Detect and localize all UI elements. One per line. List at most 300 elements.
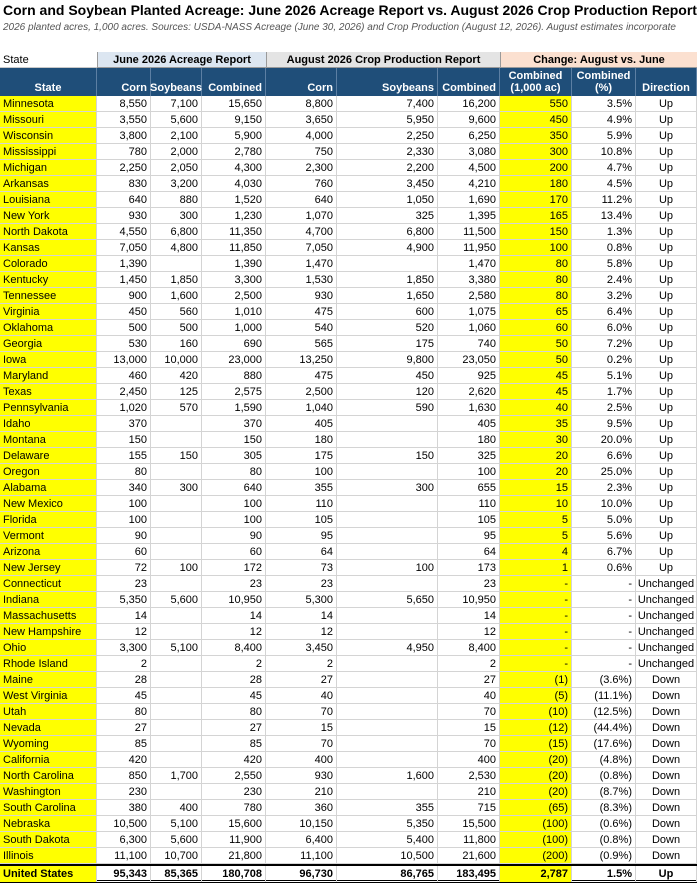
cell-change-acres[interactable]: - [500, 656, 572, 672]
cell-direction[interactable]: Unchanged [636, 592, 697, 608]
cell-aug-combined[interactable]: 740 [438, 336, 500, 352]
cell-june-combined[interactable]: 100 [202, 496, 266, 512]
cell-aug-combined[interactable]: 23 [438, 576, 500, 592]
cell-direction[interactable]: Up [636, 288, 697, 304]
cell-aug-combined[interactable]: 14 [438, 608, 500, 624]
cell-aug-soybeans[interactable]: 6,800 [337, 224, 438, 240]
cell-june-combined[interactable]: 2,780 [202, 144, 266, 160]
cell-june-corn[interactable]: 370 [97, 416, 151, 432]
cell-aug-soybeans[interactable] [337, 752, 438, 768]
cell-change-pct[interactable]: 5.8% [572, 256, 636, 272]
cell-change-pct[interactable]: 4.9% [572, 112, 636, 128]
total-aug-corn[interactable]: 96,730 [266, 866, 337, 882]
cell-state[interactable]: Texas [0, 384, 97, 400]
cell-state[interactable]: Missouri [0, 112, 97, 128]
cell-direction[interactable]: Unchanged [636, 624, 697, 640]
cell-direction[interactable]: Up [636, 432, 697, 448]
cell-direction[interactable]: Up [636, 112, 697, 128]
cell-state[interactable]: Utah [0, 704, 97, 720]
cell-change-pct[interactable]: - [572, 592, 636, 608]
cell-change-pct[interactable]: (17.6%) [572, 736, 636, 752]
cell-aug-combined[interactable]: 925 [438, 368, 500, 384]
total-aug-soybeans[interactable]: 86,765 [337, 866, 438, 882]
cell-june-soybeans[interactable]: 10,700 [151, 848, 202, 864]
cell-aug-soybeans[interactable] [337, 512, 438, 528]
cell-direction[interactable]: Up [636, 512, 697, 528]
cell-change-pct[interactable]: (8.3%) [572, 800, 636, 816]
cell-june-soybeans[interactable] [151, 736, 202, 752]
cell-state[interactable]: Minnesota [0, 96, 97, 112]
cell-june-combined[interactable]: 9,150 [202, 112, 266, 128]
cell-aug-corn[interactable]: 8,800 [266, 96, 337, 112]
cell-aug-corn[interactable]: 360 [266, 800, 337, 816]
cell-state[interactable]: Louisiana [0, 192, 97, 208]
cell-aug-soybeans[interactable]: 590 [337, 400, 438, 416]
cell-june-combined[interactable]: 4,030 [202, 176, 266, 192]
cell-june-soybeans[interactable] [151, 544, 202, 560]
col-header-aug-corn[interactable]: Corn [266, 68, 337, 96]
cell-change-pct[interactable]: 9.5% [572, 416, 636, 432]
cell-change-pct[interactable]: 5.6% [572, 528, 636, 544]
cell-aug-combined[interactable]: 21,600 [438, 848, 500, 864]
cell-state[interactable]: Idaho [0, 416, 97, 432]
cell-state[interactable]: California [0, 752, 97, 768]
cell-direction[interactable]: Up [636, 224, 697, 240]
cell-june-soybeans[interactable]: 1,850 [151, 272, 202, 288]
cell-direction[interactable]: Unchanged [636, 608, 697, 624]
cell-june-corn[interactable]: 85 [97, 736, 151, 752]
cell-june-soybeans[interactable]: 5,100 [151, 816, 202, 832]
cell-change-acres[interactable]: 80 [500, 288, 572, 304]
cell-june-combined[interactable]: 23,000 [202, 352, 266, 368]
cell-state[interactable]: Michigan [0, 160, 97, 176]
cell-june-combined[interactable]: 3,300 [202, 272, 266, 288]
cell-aug-soybeans[interactable]: 5,650 [337, 592, 438, 608]
cell-change-acres[interactable]: (1) [500, 672, 572, 688]
cell-aug-soybeans[interactable]: 9,800 [337, 352, 438, 368]
cell-june-combined[interactable]: 2,550 [202, 768, 266, 784]
cell-change-acres[interactable]: 165 [500, 208, 572, 224]
cell-change-pct[interactable]: (0.8%) [572, 832, 636, 848]
cell-aug-soybeans[interactable] [337, 704, 438, 720]
cell-aug-combined[interactable]: 4,210 [438, 176, 500, 192]
cell-change-pct[interactable]: (8.7%) [572, 784, 636, 800]
cell-change-pct[interactable]: 20.0% [572, 432, 636, 448]
cell-june-corn[interactable]: 2 [97, 656, 151, 672]
cell-june-corn[interactable]: 5,350 [97, 592, 151, 608]
cell-direction[interactable]: Down [636, 784, 697, 800]
cell-aug-corn[interactable]: 7,050 [266, 240, 337, 256]
cell-change-pct[interactable]: 6.6% [572, 448, 636, 464]
cell-change-pct[interactable]: (0.8%) [572, 768, 636, 784]
cell-change-acres[interactable]: 300 [500, 144, 572, 160]
cell-direction[interactable]: Down [636, 816, 697, 832]
cell-change-pct[interactable]: (3.6%) [572, 672, 636, 688]
cell-aug-corn[interactable]: 12 [266, 624, 337, 640]
cell-june-soybeans[interactable]: 2,100 [151, 128, 202, 144]
cell-aug-combined[interactable]: 40 [438, 688, 500, 704]
cell-june-soybeans[interactable]: 10,000 [151, 352, 202, 368]
cell-june-corn[interactable]: 450 [97, 304, 151, 320]
cell-aug-combined[interactable]: 27 [438, 672, 500, 688]
cell-state[interactable]: North Dakota [0, 224, 97, 240]
cell-june-soybeans[interactable]: 160 [151, 336, 202, 352]
cell-direction[interactable]: Down [636, 720, 697, 736]
cell-change-pct[interactable]: - [572, 576, 636, 592]
cell-aug-soybeans[interactable]: 450 [337, 368, 438, 384]
cell-june-soybeans[interactable] [151, 256, 202, 272]
cell-june-soybeans[interactable] [151, 688, 202, 704]
cell-change-acres[interactable]: 45 [500, 384, 572, 400]
cell-change-pct[interactable]: 7.2% [572, 336, 636, 352]
cell-change-pct[interactable]: - [572, 640, 636, 656]
cell-aug-corn[interactable]: 475 [266, 304, 337, 320]
cell-june-combined[interactable]: 28 [202, 672, 266, 688]
cell-direction[interactable]: Up [636, 400, 697, 416]
cell-change-acres[interactable]: (200) [500, 848, 572, 864]
cell-aug-soybeans[interactable]: 4,950 [337, 640, 438, 656]
cell-june-soybeans[interactable] [151, 704, 202, 720]
cell-aug-combined[interactable]: 400 [438, 752, 500, 768]
cell-june-soybeans[interactable]: 400 [151, 800, 202, 816]
cell-change-pct[interactable]: - [572, 608, 636, 624]
cell-june-soybeans[interactable]: 570 [151, 400, 202, 416]
cell-aug-corn[interactable]: 14 [266, 608, 337, 624]
cell-change-pct[interactable]: (11.1%) [572, 688, 636, 704]
cell-change-acres[interactable]: - [500, 624, 572, 640]
cell-direction[interactable]: Up [636, 464, 697, 480]
cell-june-combined[interactable]: 1,390 [202, 256, 266, 272]
cell-change-pct[interactable]: - [572, 656, 636, 672]
cell-june-corn[interactable]: 850 [97, 768, 151, 784]
cell-direction[interactable]: Down [636, 752, 697, 768]
cell-june-combined[interactable]: 45 [202, 688, 266, 704]
cell-state[interactable]: Washington [0, 784, 97, 800]
cell-aug-corn[interactable]: 405 [266, 416, 337, 432]
cell-aug-corn[interactable]: 750 [266, 144, 337, 160]
cell-june-corn[interactable]: 100 [97, 512, 151, 528]
cell-aug-corn[interactable]: 13,250 [266, 352, 337, 368]
cell-june-combined[interactable]: 305 [202, 448, 266, 464]
cell-june-combined[interactable]: 690 [202, 336, 266, 352]
col-header-direction[interactable]: Direction [636, 68, 697, 96]
cell-state[interactable]: Illinois [0, 848, 97, 864]
cell-june-corn[interactable]: 460 [97, 368, 151, 384]
cell-aug-soybeans[interactable]: 3,450 [337, 176, 438, 192]
cell-june-soybeans[interactable]: 560 [151, 304, 202, 320]
cell-june-corn[interactable]: 230 [97, 784, 151, 800]
cell-aug-soybeans[interactable] [337, 528, 438, 544]
cell-state[interactable]: Kansas [0, 240, 97, 256]
cell-direction[interactable]: Up [636, 480, 697, 496]
cell-change-pct[interactable]: (0.6%) [572, 816, 636, 832]
cell-aug-soybeans[interactable]: 1,650 [337, 288, 438, 304]
cell-change-acres[interactable]: 35 [500, 416, 572, 432]
cell-june-combined[interactable]: 150 [202, 432, 266, 448]
cell-aug-soybeans[interactable]: 120 [337, 384, 438, 400]
cell-june-corn[interactable]: 60 [97, 544, 151, 560]
cell-change-pct[interactable]: 2.5% [572, 400, 636, 416]
cell-state[interactable]: Tennessee [0, 288, 97, 304]
cell-aug-combined[interactable]: 9,600 [438, 112, 500, 128]
cell-direction[interactable]: Up [636, 320, 697, 336]
cell-june-corn[interactable]: 45 [97, 688, 151, 704]
cell-june-combined[interactable]: 1,590 [202, 400, 266, 416]
cell-aug-soybeans[interactable] [337, 736, 438, 752]
cell-change-acres[interactable]: (20) [500, 752, 572, 768]
cell-state[interactable]: Florida [0, 512, 97, 528]
cell-change-pct[interactable]: (12.5%) [572, 704, 636, 720]
cell-june-combined[interactable]: 2,575 [202, 384, 266, 400]
cell-aug-soybeans[interactable]: 5,950 [337, 112, 438, 128]
cell-state[interactable]: Kentucky [0, 272, 97, 288]
cell-state[interactable]: New Jersey [0, 560, 97, 576]
total-state[interactable]: United States [0, 866, 97, 882]
cell-june-combined[interactable]: 4,300 [202, 160, 266, 176]
cell-june-combined[interactable]: 27 [202, 720, 266, 736]
cell-state[interactable]: Arizona [0, 544, 97, 560]
cell-aug-soybeans[interactable]: 300 [337, 480, 438, 496]
cell-direction[interactable]: Unchanged [636, 576, 697, 592]
cell-state[interactable]: Oregon [0, 464, 97, 480]
cell-aug-combined[interactable]: 3,380 [438, 272, 500, 288]
cell-change-pct[interactable]: 5.9% [572, 128, 636, 144]
cell-aug-soybeans[interactable] [337, 464, 438, 480]
cell-direction[interactable]: Down [636, 832, 697, 848]
cell-direction[interactable]: Down [636, 672, 697, 688]
cell-change-acres[interactable]: 50 [500, 352, 572, 368]
cell-june-combined[interactable]: 21,800 [202, 848, 266, 864]
cell-direction[interactable]: Up [636, 304, 697, 320]
cell-aug-corn[interactable]: 640 [266, 192, 337, 208]
cell-change-acres[interactable]: 40 [500, 400, 572, 416]
cell-change-acres[interactable]: 10 [500, 496, 572, 512]
cell-direction[interactable]: Up [636, 176, 697, 192]
cell-aug-combined[interactable]: 1,690 [438, 192, 500, 208]
cell-aug-corn[interactable]: 1,470 [266, 256, 337, 272]
cell-change-acres[interactable]: (100) [500, 832, 572, 848]
cell-june-combined[interactable]: 15,650 [202, 96, 266, 112]
cell-june-corn[interactable]: 780 [97, 144, 151, 160]
cell-june-combined[interactable]: 90 [202, 528, 266, 544]
cell-aug-soybeans[interactable]: 1,050 [337, 192, 438, 208]
cell-aug-combined[interactable]: 100 [438, 464, 500, 480]
cell-change-acres[interactable]: 30 [500, 432, 572, 448]
cell-aug-combined[interactable]: 4,500 [438, 160, 500, 176]
cell-june-combined[interactable]: 5,900 [202, 128, 266, 144]
cell-state[interactable]: Wyoming [0, 736, 97, 752]
cell-aug-combined[interactable]: 715 [438, 800, 500, 816]
cell-change-acres[interactable]: 20 [500, 448, 572, 464]
col-header-state[interactable]: State [0, 68, 97, 96]
cell-june-corn[interactable]: 80 [97, 704, 151, 720]
cell-state[interactable]: Ohio [0, 640, 97, 656]
cell-aug-soybeans[interactable]: 4,900 [337, 240, 438, 256]
cell-state[interactable]: Massachusetts [0, 608, 97, 624]
cell-aug-combined[interactable]: 8,400 [438, 640, 500, 656]
cell-aug-combined[interactable]: 15 [438, 720, 500, 736]
cell-june-corn[interactable]: 2,450 [97, 384, 151, 400]
cell-change-acres[interactable]: 200 [500, 160, 572, 176]
cell-change-acres[interactable]: 80 [500, 272, 572, 288]
cell-change-pct[interactable]: 3.5% [572, 96, 636, 112]
cell-change-pct[interactable]: (0.9%) [572, 848, 636, 864]
cell-aug-soybeans[interactable]: 1,850 [337, 272, 438, 288]
cell-aug-combined[interactable]: 12 [438, 624, 500, 640]
cell-change-acres[interactable]: 1 [500, 560, 572, 576]
col-header-aug-soybeans[interactable]: Soybeans [337, 68, 438, 96]
cell-aug-corn[interactable]: 175 [266, 448, 337, 464]
cell-aug-combined[interactable]: 2,530 [438, 768, 500, 784]
total-change-acres[interactable]: 2,787 [500, 866, 572, 882]
cell-change-acres[interactable]: 170 [500, 192, 572, 208]
cell-change-acres[interactable]: 350 [500, 128, 572, 144]
cell-june-soybeans[interactable]: 300 [151, 480, 202, 496]
cell-change-pct[interactable]: 4.7% [572, 160, 636, 176]
cell-aug-soybeans[interactable]: 600 [337, 304, 438, 320]
cell-june-corn[interactable]: 640 [97, 192, 151, 208]
total-june-soybeans[interactable]: 85,365 [151, 866, 202, 882]
cell-june-corn[interactable]: 900 [97, 288, 151, 304]
cell-change-pct[interactable]: 4.5% [572, 176, 636, 192]
cell-aug-soybeans[interactable]: 175 [337, 336, 438, 352]
cell-june-combined[interactable]: 8,400 [202, 640, 266, 656]
cell-aug-combined[interactable]: 95 [438, 528, 500, 544]
cell-june-combined[interactable]: 60 [202, 544, 266, 560]
cell-state[interactable]: Virginia [0, 304, 97, 320]
cell-state[interactable]: Connecticut [0, 576, 97, 592]
cell-june-soybeans[interactable] [151, 720, 202, 736]
cell-june-combined[interactable]: 880 [202, 368, 266, 384]
cell-june-soybeans[interactable] [151, 624, 202, 640]
cell-june-soybeans[interactable]: 150 [151, 448, 202, 464]
cell-aug-corn[interactable]: 1,040 [266, 400, 337, 416]
cell-change-acres[interactable]: 150 [500, 224, 572, 240]
cell-june-soybeans[interactable] [151, 432, 202, 448]
cell-direction[interactable]: Up [636, 192, 697, 208]
total-aug-combined[interactable]: 183,495 [438, 866, 500, 882]
cell-aug-soybeans[interactable] [337, 416, 438, 432]
group-header-change[interactable]: Change: August vs. June [500, 52, 697, 68]
col-header-aug-combined[interactable]: Combined [438, 68, 500, 96]
cell-june-combined[interactable]: 420 [202, 752, 266, 768]
cell-aug-combined[interactable]: 15,500 [438, 816, 500, 832]
cell-change-acres[interactable]: - [500, 592, 572, 608]
cell-change-acres[interactable]: 80 [500, 256, 572, 272]
cell-aug-soybeans[interactable]: 325 [337, 208, 438, 224]
cell-june-corn[interactable]: 6,300 [97, 832, 151, 848]
cell-june-corn[interactable]: 340 [97, 480, 151, 496]
cell-june-soybeans[interactable]: 500 [151, 320, 202, 336]
cell-june-corn[interactable]: 12 [97, 624, 151, 640]
cell-june-soybeans[interactable] [151, 496, 202, 512]
cell-june-soybeans[interactable]: 4,800 [151, 240, 202, 256]
cell-june-combined[interactable]: 1,230 [202, 208, 266, 224]
cell-change-pct[interactable]: (44.4%) [572, 720, 636, 736]
cell-june-combined[interactable]: 23 [202, 576, 266, 592]
cell-change-acres[interactable]: - [500, 640, 572, 656]
cell-june-soybeans[interactable] [151, 672, 202, 688]
cell-aug-combined[interactable]: 1,060 [438, 320, 500, 336]
cell-aug-combined[interactable]: 110 [438, 496, 500, 512]
cell-aug-soybeans[interactable]: 5,400 [337, 832, 438, 848]
cell-june-soybeans[interactable] [151, 464, 202, 480]
cell-direction[interactable]: Up [636, 208, 697, 224]
cell-june-soybeans[interactable] [151, 576, 202, 592]
cell-state[interactable]: Arkansas [0, 176, 97, 192]
cell-aug-combined[interactable]: 173 [438, 560, 500, 576]
cell-direction[interactable]: Up [636, 352, 697, 368]
cell-aug-corn[interactable]: 1,530 [266, 272, 337, 288]
total-june-corn[interactable]: 95,343 [97, 866, 151, 882]
cell-june-combined[interactable]: 11,900 [202, 832, 266, 848]
cell-aug-combined[interactable]: 1,630 [438, 400, 500, 416]
cell-june-corn[interactable]: 1,390 [97, 256, 151, 272]
cell-june-corn[interactable]: 23 [97, 576, 151, 592]
cell-aug-corn[interactable]: 4,000 [266, 128, 337, 144]
cell-june-soybeans[interactable]: 125 [151, 384, 202, 400]
cell-change-acres[interactable]: (65) [500, 800, 572, 816]
cell-aug-soybeans[interactable]: 2,250 [337, 128, 438, 144]
cell-change-acres[interactable]: (20) [500, 784, 572, 800]
cell-change-acres[interactable]: (100) [500, 816, 572, 832]
cell-aug-combined[interactable]: 405 [438, 416, 500, 432]
cell-change-acres[interactable]: 5 [500, 528, 572, 544]
cell-aug-combined[interactable]: 11,500 [438, 224, 500, 240]
cell-june-corn[interactable]: 11,100 [97, 848, 151, 864]
cell-state[interactable]: Colorado [0, 256, 97, 272]
total-direction[interactable]: Up [636, 866, 697, 882]
cell-direction[interactable]: Up [636, 544, 697, 560]
cell-aug-corn[interactable]: 2 [266, 656, 337, 672]
cell-aug-combined[interactable]: 180 [438, 432, 500, 448]
group-header-state[interactable]: State [0, 52, 97, 68]
cell-june-combined[interactable]: 1,010 [202, 304, 266, 320]
cell-aug-corn[interactable]: 11,100 [266, 848, 337, 864]
cell-change-acres[interactable]: (15) [500, 736, 572, 752]
cell-aug-corn[interactable]: 110 [266, 496, 337, 512]
cell-aug-corn[interactable]: 565 [266, 336, 337, 352]
cell-aug-combined[interactable]: 6,250 [438, 128, 500, 144]
col-header-june-soybeans[interactable]: Soybeans [151, 68, 202, 96]
cell-aug-soybeans[interactable]: 520 [337, 320, 438, 336]
cell-aug-soybeans[interactable] [337, 432, 438, 448]
col-header-june-corn[interactable]: Corn [97, 68, 151, 96]
cell-aug-corn[interactable]: 1,070 [266, 208, 337, 224]
cell-state[interactable]: Mississippi [0, 144, 97, 160]
cell-aug-soybeans[interactable] [337, 256, 438, 272]
cell-change-acres[interactable]: (5) [500, 688, 572, 704]
cell-june-corn[interactable]: 100 [97, 496, 151, 512]
cell-aug-combined[interactable]: 2,580 [438, 288, 500, 304]
cell-aug-combined[interactable]: 70 [438, 704, 500, 720]
cell-aug-soybeans[interactable] [337, 544, 438, 560]
cell-june-corn[interactable]: 4,550 [97, 224, 151, 240]
cell-direction[interactable]: Down [636, 848, 697, 864]
cell-state[interactable]: South Carolina [0, 800, 97, 816]
cell-change-pct[interactable]: 0.6% [572, 560, 636, 576]
cell-june-corn[interactable]: 90 [97, 528, 151, 544]
cell-direction[interactable]: Up [636, 272, 697, 288]
cell-june-corn[interactable]: 8,550 [97, 96, 151, 112]
cell-june-soybeans[interactable]: 6,800 [151, 224, 202, 240]
cell-direction[interactable]: Up [636, 416, 697, 432]
cell-june-corn[interactable]: 530 [97, 336, 151, 352]
cell-june-soybeans[interactable] [151, 784, 202, 800]
cell-aug-soybeans[interactable]: 150 [337, 448, 438, 464]
cell-direction[interactable]: Up [636, 560, 697, 576]
cell-aug-combined[interactable]: 1,470 [438, 256, 500, 272]
